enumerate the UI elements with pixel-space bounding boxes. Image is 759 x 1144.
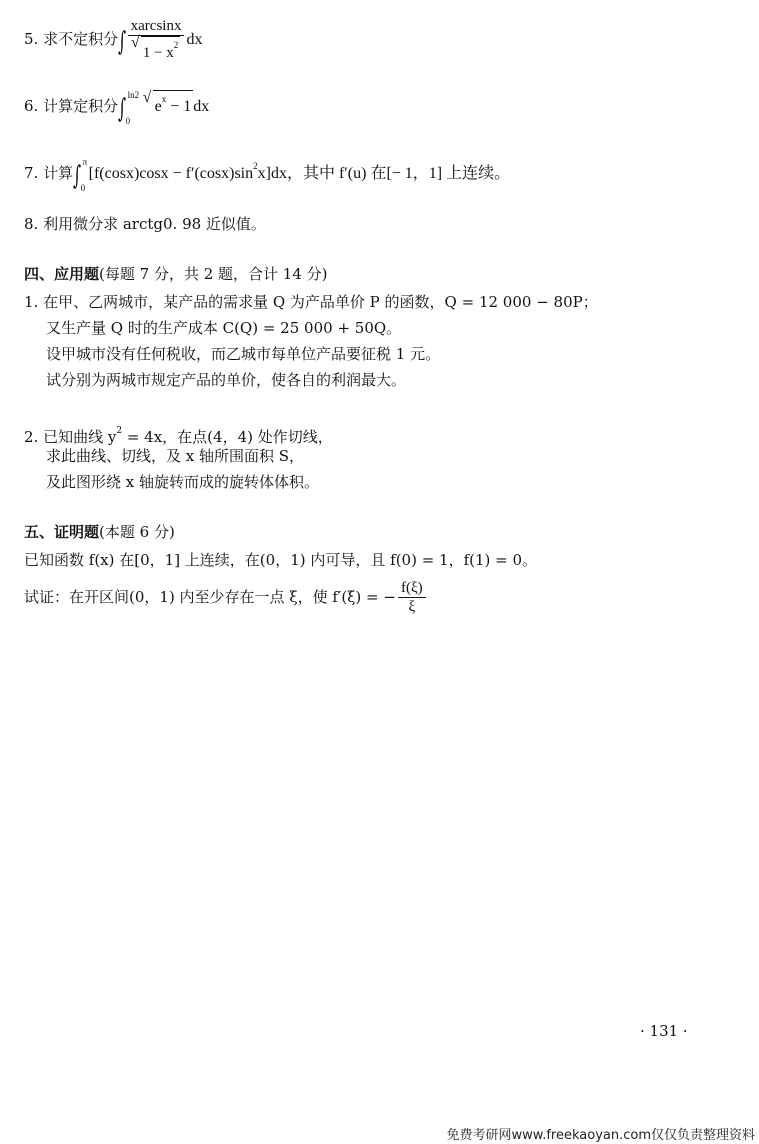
fraction-numerator: xarcsinx [130, 18, 182, 34]
integral-limits [125, 90, 140, 126]
s4-q2-line-1 [24, 421, 333, 447]
exponent: 2 [173, 40, 179, 50]
integral-sign-icon: ∫ [118, 27, 127, 57]
section-5-heading [24, 522, 175, 542]
section-4-title: 四、应用题 [24, 265, 100, 283]
exponent: 2 [253, 161, 258, 171]
s4-q2-line-2: 求此曲线、切线，及 x 轴所围面积 S， [46, 447, 305, 465]
radicand: e [154, 98, 162, 115]
lower-limit: 0 [125, 116, 131, 126]
s5-line-2-prefix: 试证：在开区间(0，1) 内至少存在一点 ξ，使 f′(ξ) = − [24, 588, 396, 606]
differential: dx [186, 31, 203, 48]
fraction-denominator: ξ [398, 597, 426, 616]
radicand: 1 − x [142, 45, 174, 61]
integral-sign-icon: ∫ [118, 94, 127, 124]
problem-7-body: [f(cosx)cosx − f′(cosx)sin [88, 165, 254, 182]
problem-8: 8. 利用微分求 arctg0. 98 近似值。 [24, 215, 266, 233]
problem-5-fraction [128, 18, 185, 62]
footer-watermark: 免费考研网www.freekaoyan.com仅仅负责整理资料 [446, 1128, 755, 1143]
exponent: 2 [116, 426, 123, 436]
s4-q1-line-3: 设甲城市没有任何税收，而乙城市每单位产品要征税 1 元。 [46, 345, 441, 363]
upper-limit: ln2 [127, 90, 140, 100]
integral-limits [80, 157, 89, 193]
problem-6-prefix: 6. 计算定积分 [24, 97, 119, 115]
integral-sign-icon: ∫ [73, 161, 82, 191]
radicand-tail: − 1 [166, 98, 192, 115]
problem-6 [24, 90, 210, 126]
exponent: x [161, 94, 167, 104]
s4-q2-line-3: 及此图形绕 x 轴旋转而成的旋转体体积。 [46, 473, 319, 491]
problem-5-prefix: 5. 求不定积分 [24, 30, 119, 48]
problem-7-body-2: x]dx，其中 f′(u) 在[− 1，1] 上连续。 [257, 165, 511, 182]
problem-7-prefix: 7. 计算 [24, 164, 74, 182]
s4-q1-line-1: 1. 在甲、乙两城市，某产品的需求量 Q 为产品单价 P 的函数，Q = 12 000 − 80P； [24, 293, 598, 311]
section-4-heading [24, 264, 328, 284]
section-5-note: (本题 6 分) [99, 523, 175, 541]
upper-limit: π [82, 157, 88, 167]
lower-limit: 0 [80, 183, 86, 193]
s4-q2-text-a: 2. 已知曲线 y [24, 428, 117, 446]
differential: dx [193, 98, 210, 115]
page-number: · 131 · [640, 1022, 688, 1040]
s4-q1-line-2: 又生产量 Q 时的生产成本 C(Q) = 25 000 + 50Q。 [46, 319, 402, 337]
s5-line-2 [24, 580, 428, 616]
section-5-title: 五、证明题 [24, 523, 100, 541]
fraction-denominator [128, 35, 185, 62]
fraction-numerator: f(ξ) [400, 580, 423, 596]
section-4-note: (每题 7 分，共 2 题，合计 14 分) [99, 265, 328, 283]
s4-q1-line-4: 试分别为两城市规定产品的单价，使各自的利润最大。 [46, 371, 407, 389]
s5-fraction [398, 580, 426, 616]
s5-line-1: 已知函数 f(x) 在[0，1] 上连续，在(0，1) 内可导，且 f(0) = 1，f(1) = 0。 [24, 551, 538, 569]
problem-7 [24, 156, 511, 193]
problem-6-sqrt [144, 90, 194, 117]
s4-q2-text-b: = 4x，在点(4，4) 处作切线， [122, 428, 333, 446]
problem-5 [24, 18, 202, 62]
